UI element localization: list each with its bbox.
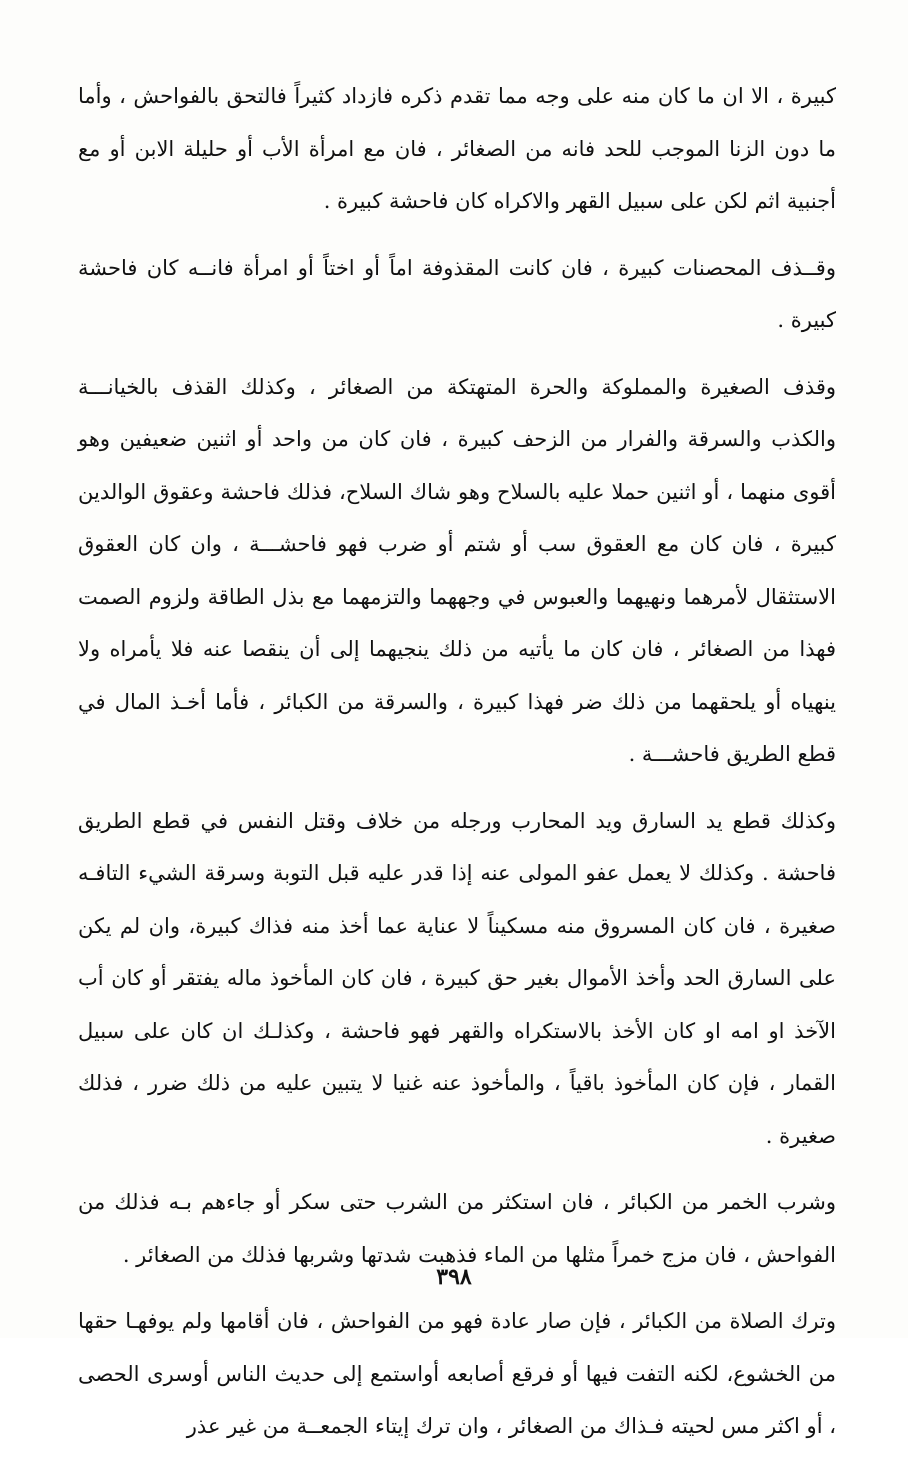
paragraph-4: وكذلك قطع يد السارق ويد المحارب ورجله من خلاف وقتل النفس في قطع الطريق فاحشة . وكذلك لا يعمل عفو المولى عنه إذا قدر عليه قبل التوبة وسرقة الشيء التافـه صغيرة ، فان كان المسروق منه مسكيناً لا عناية عما أخذ منه فذاك كبيرة، وان لم يكن على السارق الحد وأخذ الأموال بغير حق كبيرة ، فان كان المأخوذ ماله يفتقر أو كان أب الآخذ او امه او كان الأخذ بالاستكراه والقهر فهو فاحشة ، وكذلـك ان كان على سبيل القمار ، فإن كان المأخوذ باقياً ، والمأخوذ عنه غنيا لا يتبين عليه من ذلك ضرر ، فذلك صغيرة .: [78, 808, 836, 1148]
paragraph-5: وشرب الخمر من الكبائر ، فان استكثر من الشرب حتى سكر أو جاءهم بـه فذلك من الفواحش ، فان مزج خمراً مثلها من الماء فذهبت شدتها وشربها فذلك من الصغائر .: [78, 1190, 836, 1267]
paragraph-1: كبيرة ، الا ان ما كان منه على وجه مما تقدم ذكره فازداد كثيراً فالتحق بالفواحش ، وأما ما دون الزنا الموجب للحد فانه من الصغائر ، فان مع امرأة الأب أو حليلة الابن أو مع أجنبية اثم لكن على سبيل القهر والاكراه كان فاحشة كبيرة .: [78, 84, 836, 213]
page-number: ٣٩٨: [436, 1264, 472, 1290]
paragraph-3: وقذف الصغيرة والمملوكة والحرة المتهتكة من الصغائر ، وكذلك القذف بالخيانـــة والكذب والسرقة والفرار من الزحف كبيرة ، فان كان من واحد أو اثنين ضعيفين وهو أقوى منهما ، أو اثنين حملا عليه بالسلاح وهو شاك السلاح، فذلك فاحشة وعقوق الوالدين كبيرة ، فان كان مع العقوق سب أو شتم أو ضرب فهو فاحشـــة ، وان كان العقوق الاستثقال لأمرهما ونهيهما والعبوس في وجههما والتزمهما مع بذل الطاقة ولزوم الصمت فهذا من الصغائر ، فان كان ما يأتيه من ذلك ينجيهما إلى أن ينقصا عنه فلا يأمراه ولا ينهياه أو يلحقهما من ذلك ضر فهذا كبيرة ، والسرقة من الكبائر ، فأما أخـذ المال في قطع الطريق فاحشـــة .: [78, 374, 836, 766]
body-text: [78, 70, 836, 1467]
paragraph-6: وترك الصلاة من الكبائر ، فإن صار عادة فهو من الفواحش ، فان أقامها ولم يوفهـا حقها من الخشوع، لكنه التفت فيها أو فرقع أصابعه أواستمع إلى حديث الناس أوسرى الحصى ، أو اكثر مس لحيته فـذاك من الصغائر ، وان ترك إيتاء الجمعــة من غير عذر: [78, 1309, 836, 1438]
paragraph-2: وقــذف المحصنات كبيرة ، فان كانت المقذوفة اماً أو اختاً أو امرأة فانــه كان فاحشة كبيرة .: [78, 255, 836, 332]
